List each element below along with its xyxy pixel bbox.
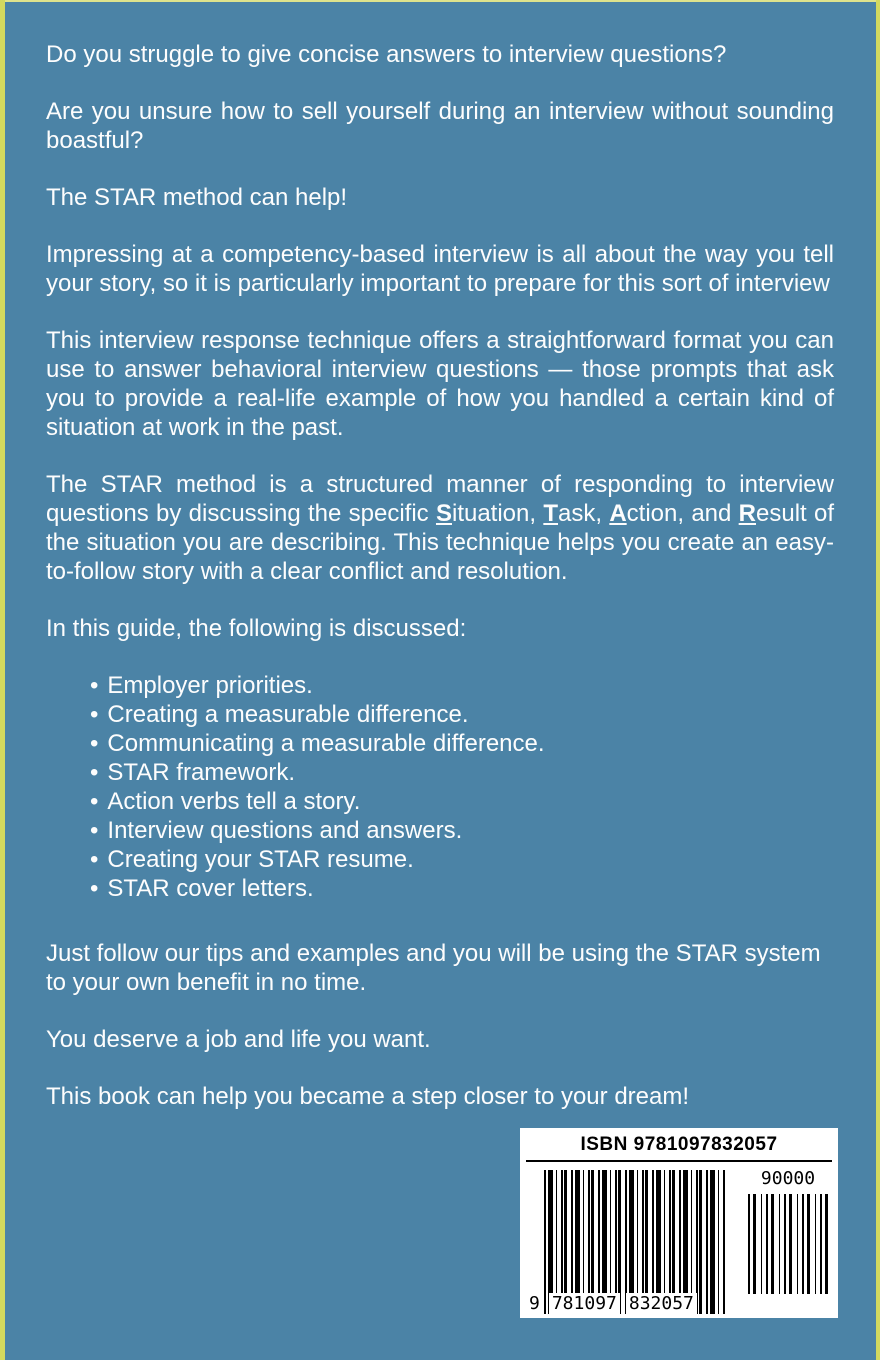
barcode-digit-group: 832057 <box>626 1293 697 1314</box>
list-item-label: Interview questions and answers. <box>107 817 463 844</box>
list-item <box>90 758 834 787</box>
barcode-addon-bars <box>748 1194 828 1294</box>
paragraph-question-2: Are you unsure how to sell yourself during an interview without sounding boastful? <box>46 98 834 154</box>
list-item-label: Creating a measurable difference. <box>107 701 469 728</box>
bullet-marker: • <box>90 759 99 786</box>
list-item-label: STAR cover letters. <box>107 875 314 902</box>
bullet-marker: • <box>90 846 99 873</box>
isbn-divider <box>526 1160 832 1162</box>
list-item <box>90 816 834 845</box>
cover-edge-left <box>0 0 5 1360</box>
barcode-digit-group: 9 <box>526 1293 543 1314</box>
bullet-marker: • <box>90 730 99 757</box>
star-initial-letter: R <box>738 500 756 527</box>
bullet-marker: • <box>90 672 99 699</box>
barcode-area <box>520 1166 838 1318</box>
star-text-segment: ituation, <box>451 500 544 527</box>
star-initial-letter: T <box>543 500 559 527</box>
star-text-segment: ask, <box>558 500 610 527</box>
paragraph-technique: This interview response technique offers a straightforward format you can use to answer behavioral interview questions — those prompts that ask you to provide a real-life example of how you handled a certain kind of situation at work in the past. <box>46 327 834 441</box>
paragraph-impressing: Impressing at a competency-based interview is all about the way you tell your story, so it is particularly important to prepare for this sort of interview <box>46 241 834 297</box>
list-item <box>90 671 834 700</box>
paragraph-question-1: Do you struggle to give concise answers to interview questions? <box>46 41 727 68</box>
paragraph-tips: Just follow our tips and examples and you will be using the STAR system to your own benefit in no time. <box>46 940 821 996</box>
bullet-marker: • <box>90 788 99 815</box>
list-item-label: Employer priorities. <box>107 672 313 699</box>
list-item <box>90 845 834 874</box>
isbn-number: ISBN 9781097832057 <box>580 1134 778 1155</box>
paragraph-deserve: You deserve a job and life you want. <box>46 1026 431 1053</box>
list-item-label: Communicating a measurable difference. <box>107 730 545 757</box>
list-item <box>90 700 834 729</box>
cover-edge-top <box>0 0 880 2</box>
star-text-segment: The STAR method is a structured manner of responding to interview questions by discussing the specific <box>46 471 834 527</box>
barcode-digit-group: 781097 <box>549 1293 620 1314</box>
star-text-segment: esult of the situation you are describing. This technique helps you create an easy-to-follow story with a clear conflict and resolution. <box>46 500 834 585</box>
list-item-label: Creating your STAR resume. <box>107 846 414 873</box>
barcode-price-code: 90000 <box>748 1168 828 1189</box>
bullet-marker: • <box>90 875 99 902</box>
list-item-label: Action verbs tell a story. <box>107 788 361 815</box>
topics-list <box>90 671 834 903</box>
isbn-barcode-block <box>520 1128 838 1318</box>
bullet-marker: • <box>90 701 99 728</box>
back-cover-text <box>46 40 834 1139</box>
list-item-label: STAR framework. <box>107 759 295 786</box>
list-item <box>90 729 834 758</box>
paragraph-star-help: The STAR method can help! <box>46 184 348 211</box>
star-text-segment: ction, and <box>626 500 739 527</box>
cover-edge-right <box>876 0 880 1360</box>
list-item <box>90 787 834 816</box>
paragraph-star-method <box>46 470 834 586</box>
barcode-digits <box>526 1293 697 1314</box>
bullet-marker: • <box>90 817 99 844</box>
list-item <box>90 874 834 903</box>
star-initial-letter: A <box>609 500 627 527</box>
paragraph-guide-intro: In this guide, the following is discussed: <box>46 615 467 642</box>
paragraph-dream: This book can help you became a step closer to your dream! <box>46 1083 690 1110</box>
star-initial-letter: S <box>435 500 452 527</box>
